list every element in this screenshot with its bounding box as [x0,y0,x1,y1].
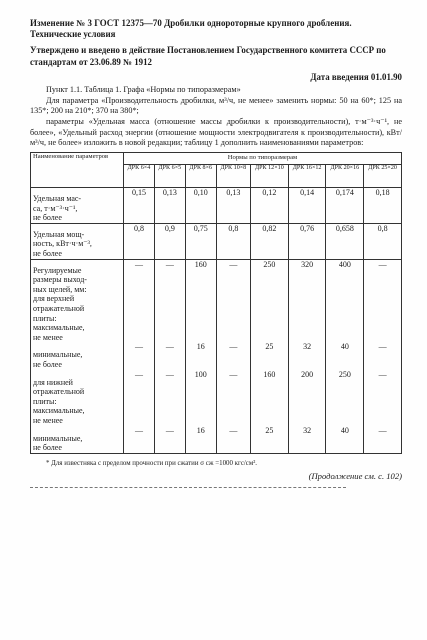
header-line-2: Технические условия [30,29,116,40]
value-cell: 0,13 [216,188,250,224]
value-cell: — [154,342,185,369]
row-label-line: не более [33,443,62,453]
table-body [31,188,402,453]
row-label-line: Удельная мас- [33,194,82,204]
row-label [31,259,124,342]
table-name-header: Наименование параметров [31,153,124,188]
row-label-line: Регулируемые [33,265,82,275]
value-cell: 40 [326,342,364,369]
document-page [30,10,402,488]
introduction-date: Дата введения 01.01.90 [310,71,402,82]
value-cell: — [216,426,250,453]
table-row [31,342,402,369]
approval-statement: Утверждено и введено в действие Постановлением Государственного комитета СССР по стандартам от 23.06.89 № 1912 [30,45,386,67]
value-cell: 320 [288,259,326,342]
value-cell: 0,13 [154,188,185,224]
footnote: * Для известняка с пределом прочности при сжатии σ сж =1000 кгс/см². [46,459,258,467]
table-row [31,259,402,342]
continuation-note: (Продолжение см. с. 102) [308,470,402,481]
row-label-line: минимальные, [33,433,83,443]
value-cell: — [364,259,402,342]
value-cell: 0,18 [364,188,402,224]
value-cell: 250 [251,259,289,342]
size-header-6: ДРК 16×12 [288,165,326,188]
row-label-line: са, т·м⁻³·ч⁻¹, [33,203,78,213]
value-cell: — [154,259,185,342]
row-label-line: ных щелей, мм: [33,284,87,294]
value-cell: — [154,370,185,426]
row-label-line: не менее [33,415,63,425]
row-label-line: минимальные, [33,350,83,360]
paragraph-clause: Пункт 1.1. Таблица 1. Графа «Нормы по типоразмерам» [46,84,241,94]
row-label-line: не более [33,249,62,258]
amendment-text [30,85,402,149]
row-label-line: максимальные, [33,323,85,333]
paragraph-capacity: Для параметра «Производительность дробилки, м³/ч, не менее» заменить нормы: 50 на 60*; 125 на 135*; 200 на 210*; 370 на 380*; [30,95,402,116]
value-cell: 40 [326,426,364,453]
row-label [31,426,124,453]
value-cell: — [154,426,185,453]
value-cell: — [364,426,402,453]
value-cell: 0,174 [326,188,364,224]
value-cell: — [216,342,250,369]
value-cell: 0,75 [185,223,216,259]
row-label-line: отражательной [33,387,85,397]
amendment-header [30,18,402,40]
value-cell: 16 [185,426,216,453]
value-cell: 0,14 [288,188,326,224]
value-cell: — [364,370,402,426]
value-cell: 32 [288,426,326,453]
value-cell: 0,8 [364,223,402,259]
size-header-4: ДРК 10×8 [216,165,250,188]
value-cell: 25 [251,342,289,369]
row-label-line: отражательной [33,303,85,313]
size-header-2: ДРК 6×5 [154,165,185,188]
row-label [31,223,124,259]
size-header-3: ДРК 8×6 [185,165,216,188]
size-header-1: ДРК 6×4 [124,165,155,188]
table-row [31,188,402,224]
header-line-1: Изменение № 3 ГОСТ 12375—70 Дробилки однороторные крупного дробления. [30,18,352,28]
page-divider [30,487,346,488]
value-cell: 0,82 [251,223,289,259]
value-cell: — [124,259,155,342]
value-cell: 0,9 [154,223,185,259]
value-cell: 200 [288,370,326,426]
table-row [31,370,402,426]
table-row [31,426,402,453]
table-row [31,223,402,259]
row-label-line: не более [33,359,62,369]
norms-table [30,152,402,453]
value-cell: 16 [185,342,216,369]
paragraph-parameters: параметры «Удельная масса (отношение массы дробилки к производительности), т·м⁻³·ч⁻¹, не более», «Удельный расход энергии (отношение мощности электродвигателя к производительности), кВт/м³/ч, не более» изложить в новой редакции; таблицу 1 дополнить наименованиями параметров: [30,116,402,148]
value-cell: — [216,259,250,342]
value-cell: 100 [185,370,216,426]
value-cell: 400 [326,259,364,342]
value-cell: 0,12 [251,188,289,224]
value-cell: 160 [251,370,289,426]
value-cell: 25 [251,426,289,453]
row-label-line: для верхней [33,294,75,304]
value-cell: 0,76 [288,223,326,259]
value-cell: 0,8 [124,223,155,259]
row-label-line: плиты: [33,396,57,406]
row-label-line: размеры выход- [33,275,87,285]
value-cell: 160 [185,259,216,342]
row-label-line: не менее [33,332,63,342]
row-label [31,188,124,224]
value-cell: — [124,370,155,426]
size-header-8: ДРК 25×20 [364,165,402,188]
value-cell: 32 [288,342,326,369]
row-label-line: максимальные, [33,406,85,416]
table-bottom-rule [30,453,402,454]
size-header-5: ДРК 12×10 [251,165,289,188]
row-label-line: плиты: [33,313,57,323]
value-cell: 0,8 [216,223,250,259]
row-label [31,342,124,369]
value-cell: — [124,426,155,453]
value-cell: — [364,342,402,369]
row-label-line: Удельная мощ- [33,229,85,239]
row-label-line: ность, кВт·ч·м⁻³, [33,239,92,249]
row-label-line: не более [33,213,62,223]
value-cell: — [124,342,155,369]
table-group-header: Нормы по типоразмерам [124,153,402,165]
value-cell: 0,658 [326,223,364,259]
size-header-7: ДРК 20×16 [326,165,364,188]
value-cell: 0,15 [124,188,155,224]
row-label [31,370,124,426]
value-cell: 250 [326,370,364,426]
row-label-line: для нижней [33,377,73,387]
value-cell: 0,10 [185,188,216,224]
value-cell: — [216,370,250,426]
